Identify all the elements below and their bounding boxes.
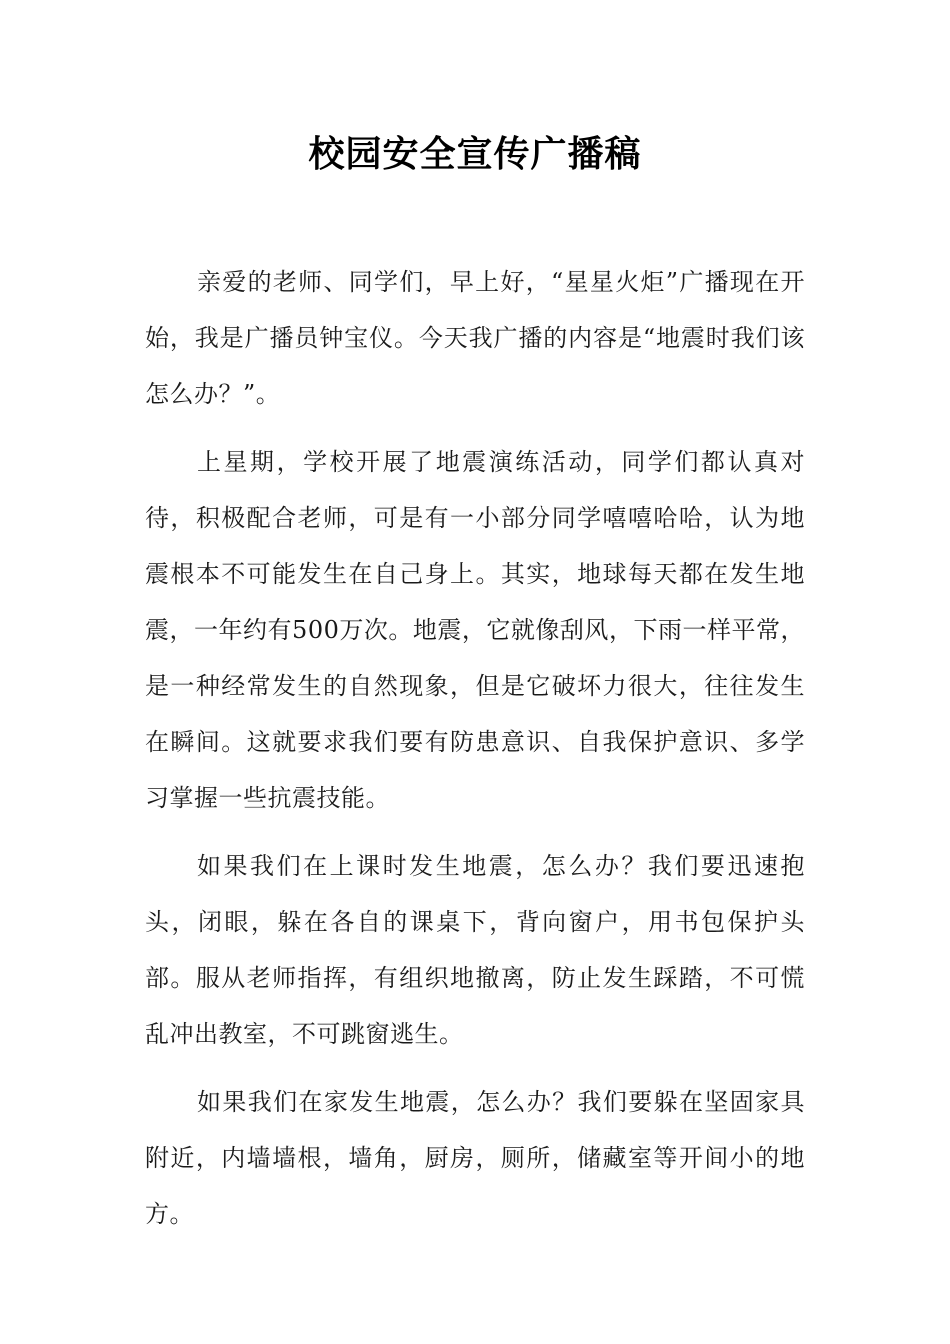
paragraph-earthquake-drill: 上星期，学校开展了地震演练活动，同学们都认真对待，积极配合老师，可是有一小部分同学嘻嘻哈哈，认为地震根本不可能发生在自己身上。其实，地球每天都在发生地震，一年约有500万次。地震，它就像刮风，下雨一样平常，是一种经常发生的自然现象，但是它破坏力很大，往往发生在瞬间。这就要求我们要有防患意识、自我保护意识、多学习掌握一些抗震技能。 [145, 448, 805, 812]
document-title: 校园安全宣传广播稿 [308, 133, 642, 175]
paragraph-in-class: 如果我们在上课时发生地震，怎么办？我们要迅速抱头，闭眼，躲在各自的课桌下，背向窗户，用书包保护头部。服从老师指挥，有组织地撤离，防止发生踩踏，不可慌乱冲出教室，不可跳窗逃生。 [145, 852, 805, 1048]
document-body [145, 254, 805, 1254]
paragraph-at-home: 如果我们在家发生地震，怎么办？我们要躲在坚固家具附近，内墙墙根，墙角，厨房，厕所，储藏室等开间小的地方。 [145, 1088, 805, 1228]
paragraph-intro: 亲爱的老师、同学们，早上好，“星星火炬”广播现在开始，我是广播员钟宝仪。今天我广播的内容是“地震时我们该怎么办？”。 [145, 268, 805, 408]
